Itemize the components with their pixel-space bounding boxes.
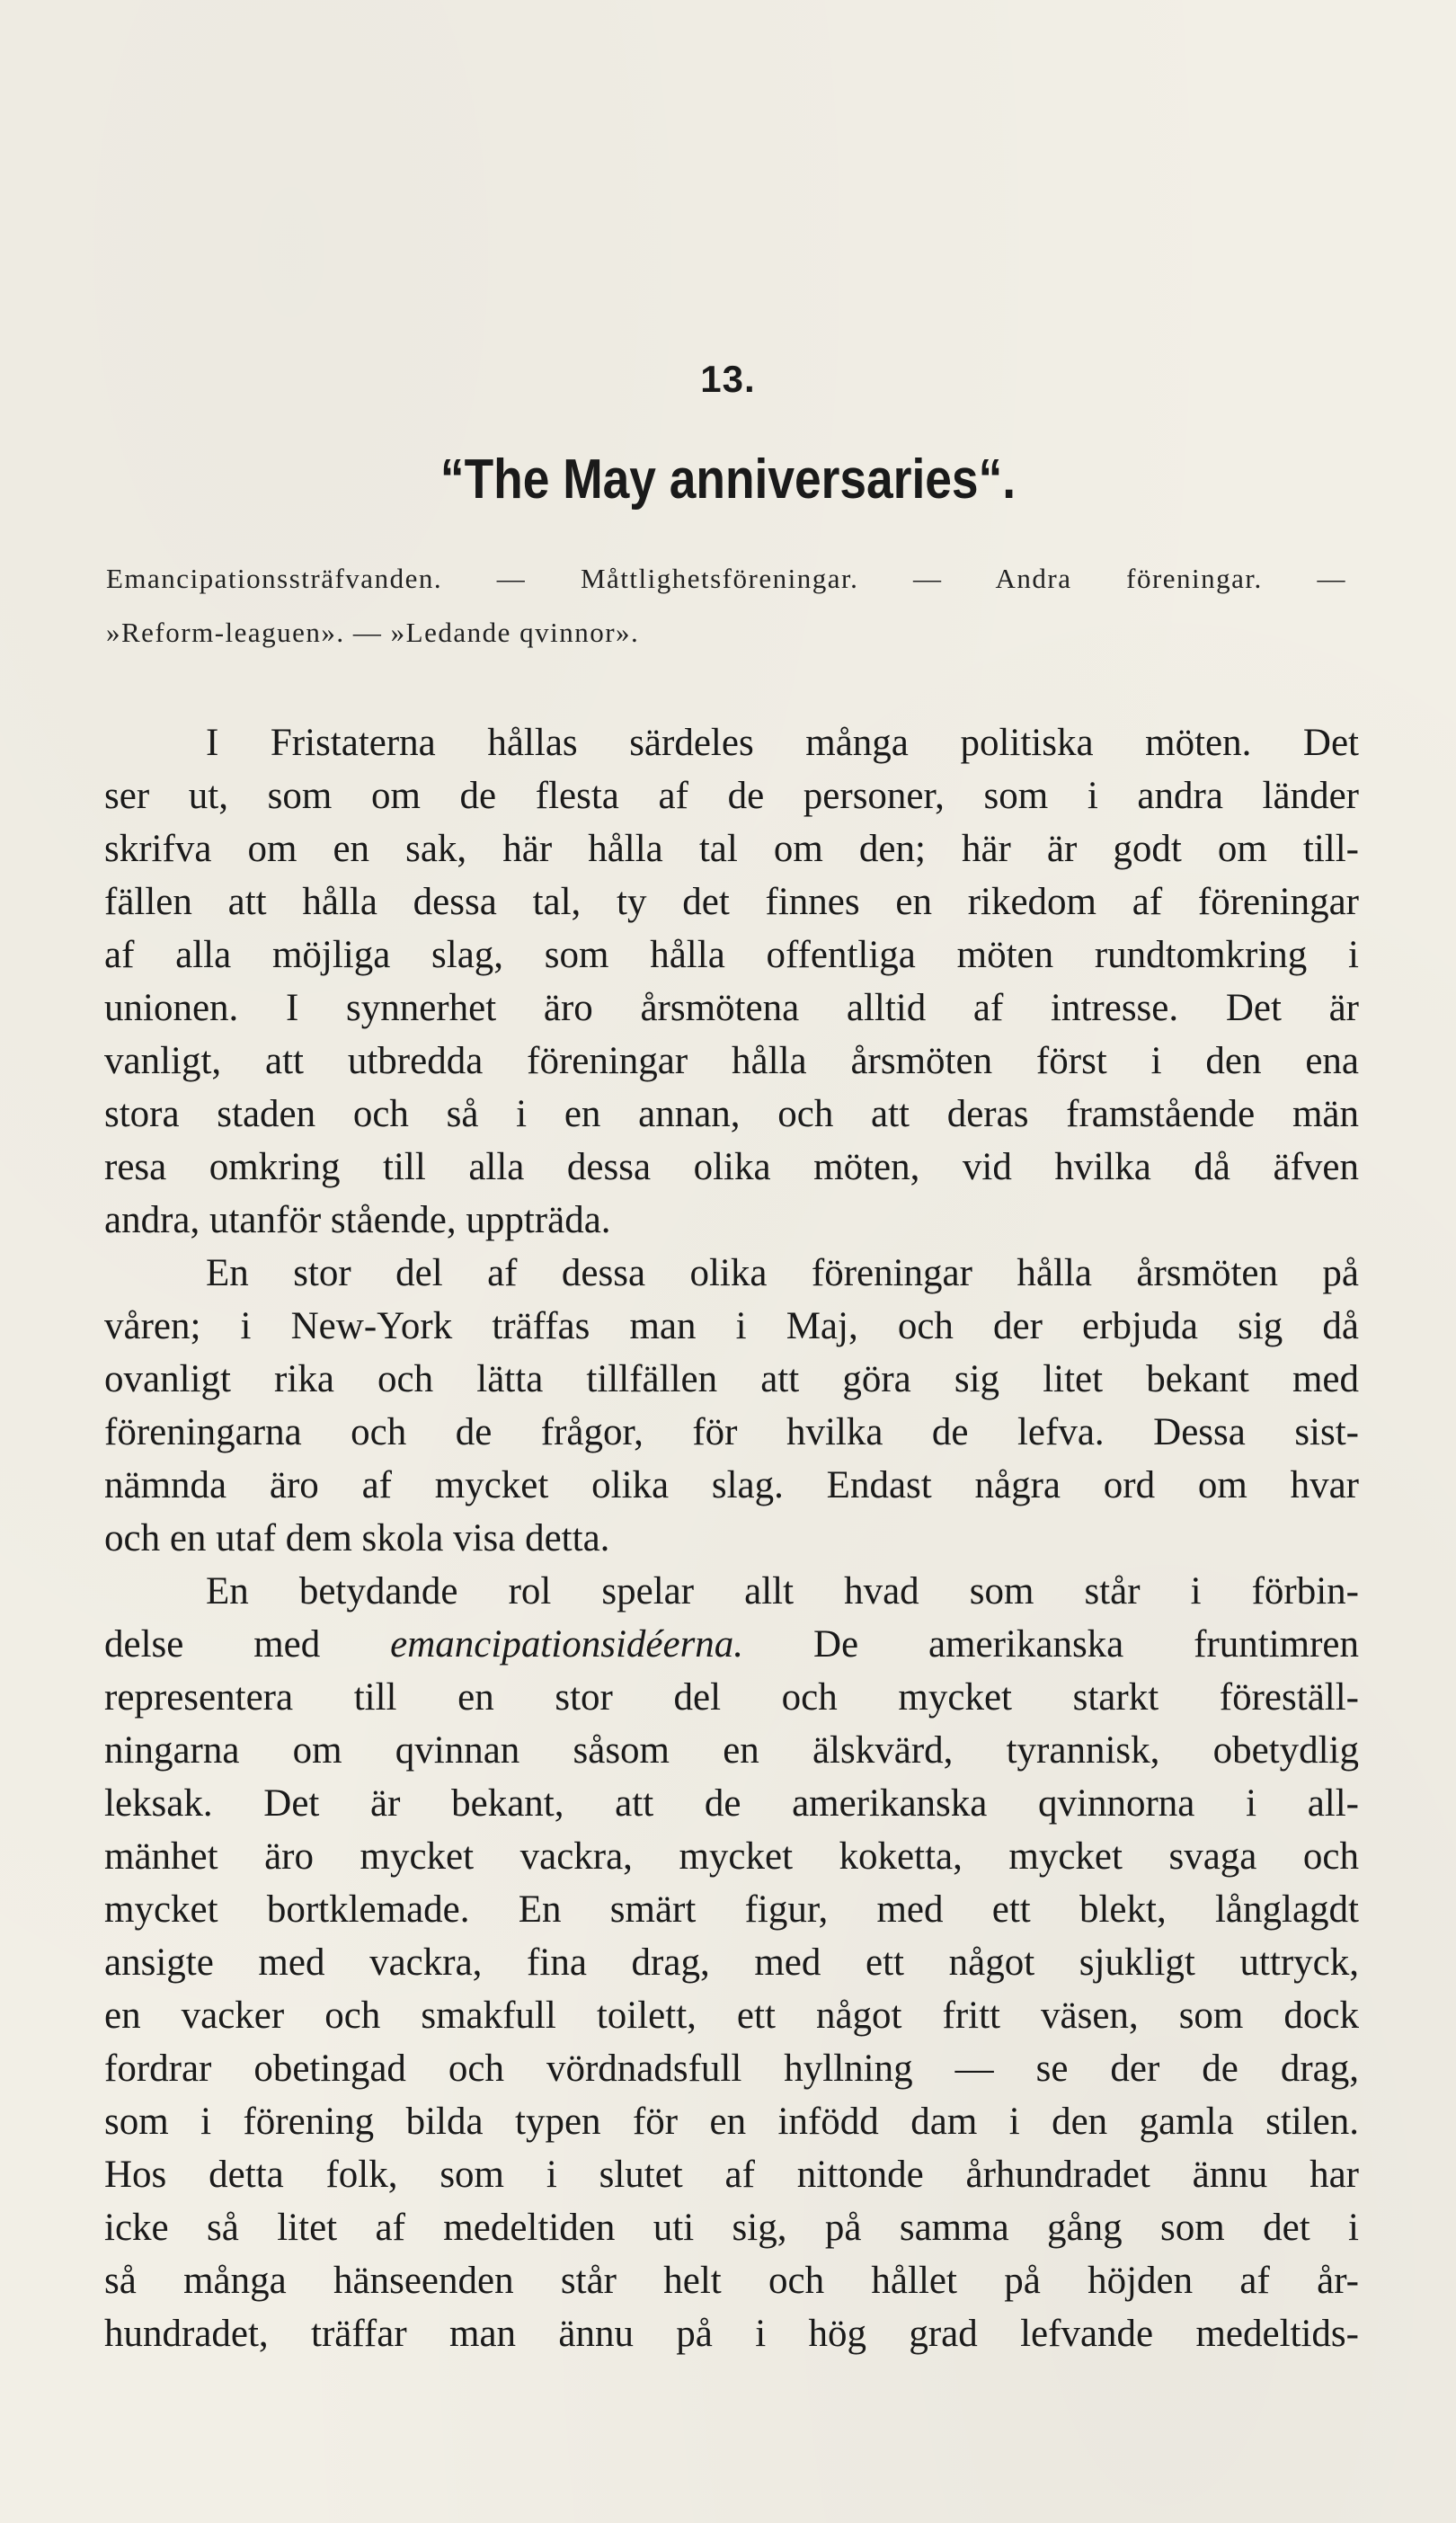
text-line: ansigte med vackra, fina drag, med ett något sjukligt uttryck, (104, 1941, 1359, 1984)
text-line: resa omkring till alla dessa olika möten, vid hvilka då äfven (104, 1146, 1359, 1188)
text-line: mycket bortklemade. En smärt figur, med ett blekt, långlagdt (104, 1888, 1359, 1931)
body-text (104, 716, 1359, 2360)
text-line: stora staden och så i en annan, och att deras framstående män (104, 1093, 1359, 1135)
text-line: vanligt, att utbredda föreningar hålla årsmöten först i den ena (104, 1040, 1359, 1082)
text-line: ningarna om qvinnan såsom en älskvärd, tyrannisk, obetydlig (104, 1729, 1359, 1772)
text-line: unionen. I synnerhet äro årsmötena alltid af intresse. Det är (104, 987, 1359, 1029)
page-number: 13. (700, 358, 756, 400)
text-line: representera till en stor del och mycket starkt föreställ- (104, 1676, 1359, 1719)
italic-term: emancipationsidéerna. (390, 1623, 744, 1666)
summary-line: Emancipationssträfvanden. — Måttlighetsföreningar. — Andra föreningar. — (106, 563, 1346, 594)
text-fragment: delse med (104, 1623, 321, 1666)
text-line: som i förening bilda typen för en infödd dam i den gamla stilen. (104, 2101, 1359, 2143)
text-line: ovanligt rika och lätta tillfällen att göra sig litet bekant med (104, 1358, 1359, 1400)
summary-line: »Reform-leaguen». — »Ledande qvinnor». (106, 617, 640, 648)
chapter-summary (106, 552, 1346, 660)
text-line: ser ut, som om de flesta af de personer, som i andra länder (104, 775, 1359, 817)
text-line: våren; i New-York träffas man i Maj, och der erbjuda sig då (104, 1305, 1359, 1347)
text-line: Hos detta folk, som i slutet af nittonde århundradet ännu har (104, 2154, 1359, 2196)
text-line: andra, utanför stående, uppträda. (104, 1199, 611, 1241)
text-line-mixed (104, 1618, 1359, 1671)
text-line: en vacker och smakfull toilett, ett något fritt väsen, som dock (104, 1994, 1359, 2037)
chapter-title: “The May anniversaries“. (439, 449, 1017, 511)
text-line: mänhet äro mycket vackra, mycket koketta, mycket svaga och (104, 1835, 1359, 1878)
text-line: och en utaf dem skola visa detta. (104, 1517, 610, 1559)
text-line: leksak. Det är bekant, att de amerikanska qvinnorna i all- (104, 1782, 1359, 1825)
text-fragment: De amerikanska fruntimren (812, 1623, 1360, 1666)
text-line: föreningarna och de frågor, för hvilka de lefva. Dessa sist- (104, 1411, 1359, 1453)
text-line: fällen att hålla dessa tal, ty det finnes en rikedom af föreningar (104, 881, 1359, 923)
text-line: af alla möjliga slag, som hålla offentliga möten rundtomkring i (104, 934, 1359, 976)
text-line: hundradet, träffar man ännu på i hög grad lefvande medeltids- (104, 2313, 1359, 2355)
text-line: skrifva om en sak, här hålla tal om den; här är godt om till- (104, 828, 1359, 870)
text-line: nämnda äro af mycket olika slag. Endast några ord om hvar (104, 1464, 1359, 1506)
text-line: I Fristaterna hållas särdeles många politiska möten. Det (206, 722, 1359, 764)
text-line: En betydande rol spelar allt hvad som står i förbin- (206, 1570, 1359, 1612)
text-line: icke så litet af medeltiden uti sig, på samma gång som det i (104, 2207, 1359, 2249)
text-line: En stor del af dessa olika föreningar hålla årsmöten på (206, 1252, 1359, 1294)
text-line: fordrar obetingad och vördnadsfull hyllning — se der de drag, (104, 2048, 1359, 2090)
text-line: så många hänseenden står helt och hållet på höjden af år- (104, 2260, 1359, 2302)
